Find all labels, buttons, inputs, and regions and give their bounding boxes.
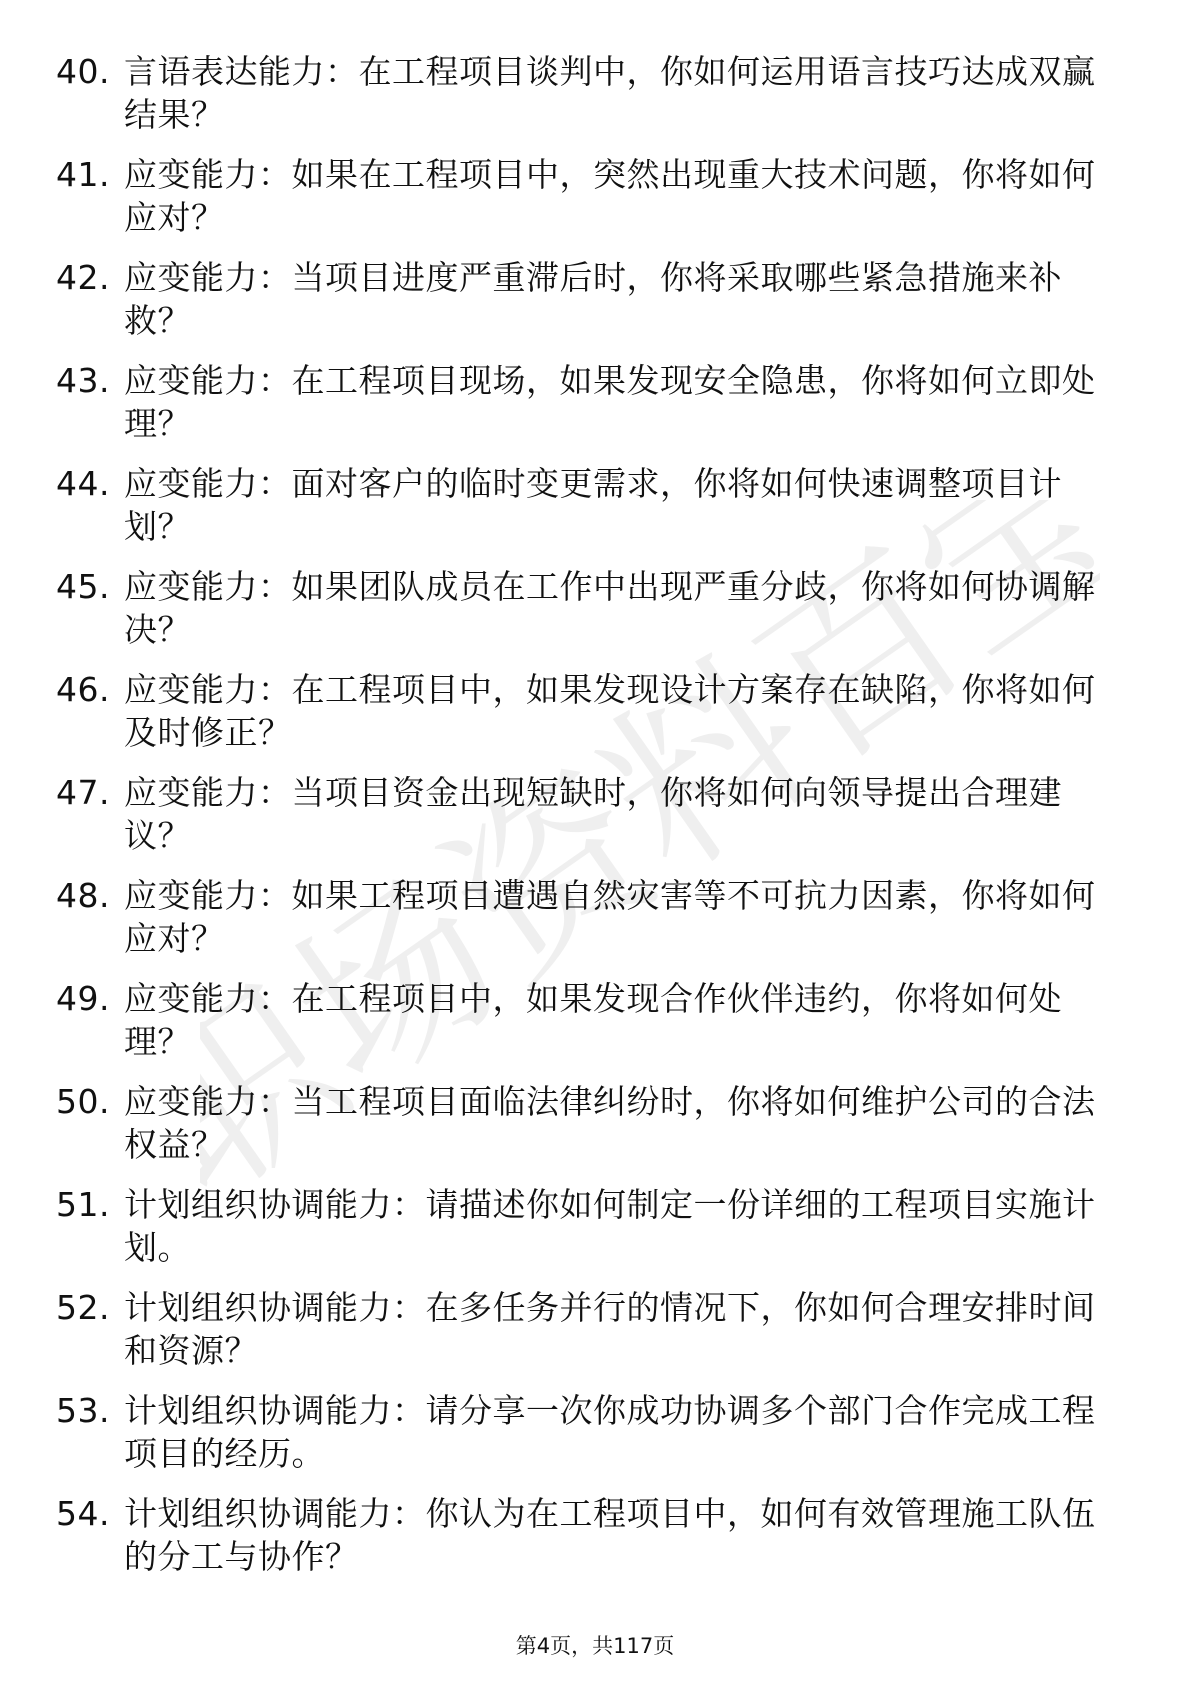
question-number: 50.	[56, 1082, 110, 1121]
question-number: 44.	[56, 464, 110, 503]
question-item	[56, 874, 1116, 960]
question-item	[56, 565, 1116, 651]
question-text: 应变能力：如果团队成员在工作中出现严重分歧，你将如何协调解决？	[124, 567, 1096, 649]
question-number: 52.	[56, 1288, 110, 1327]
question-item	[56, 1389, 1116, 1475]
question-item	[56, 1183, 1116, 1269]
question-item	[56, 153, 1116, 239]
question-item	[56, 668, 1116, 754]
question-text: 应变能力：当项目进度严重滞后时，你将采取哪些紧急措施来补救？	[124, 258, 1062, 340]
question-number: 54.	[56, 1494, 110, 1533]
question-item	[56, 359, 1116, 445]
question-item	[56, 1286, 1116, 1372]
question-number: 48.	[56, 876, 110, 915]
question-text: 应变能力：在工程项目中，如果发现合作伙伴违约，你将如何处理？	[124, 979, 1062, 1061]
question-text: 应变能力：当项目资金出现短缺时，你将如何向领导提出合理建议？	[124, 773, 1062, 855]
question-number: 47.	[56, 773, 110, 812]
question-item	[56, 977, 1116, 1063]
question-number: 40.	[56, 52, 110, 91]
question-text: 计划组织协调能力：请描述你如何制定一份详细的工程项目实施计划。	[124, 1185, 1096, 1267]
question-number: 46.	[56, 670, 110, 709]
question-item	[56, 1080, 1116, 1166]
question-text: 应变能力：在工程项目中，如果发现设计方案存在缺陷，你将如何及时修正？	[124, 670, 1096, 752]
question-text: 应变能力：面对客户的临时变更需求，你将如何快速调整项目计划？	[124, 464, 1062, 546]
question-item	[56, 1492, 1116, 1578]
question-item	[56, 771, 1116, 857]
question-number: 45.	[56, 567, 110, 606]
question-number: 49.	[56, 979, 110, 1018]
question-text: 应变能力：如果工程项目遭遇自然灾害等不可抗力因素，你将如何应对？	[124, 876, 1096, 958]
watermark-text: 职场资料百宝	[200, 500, 1100, 1200]
question-item	[56, 462, 1116, 548]
question-item	[56, 256, 1116, 342]
question-text: 计划组织协调能力：你认为在工程项目中，如何有效管理施工队伍的分工与协作？	[124, 1494, 1096, 1576]
question-text: 计划组织协调能力：请分享一次你成功协调多个部门合作完成工程项目的经历。	[124, 1391, 1096, 1473]
question-list	[56, 50, 1116, 1595]
question-text: 应变能力：在工程项目现场，如果发现安全隐患，你将如何立即处理？	[124, 361, 1096, 443]
question-number: 41.	[56, 155, 110, 194]
question-number: 51.	[56, 1185, 110, 1224]
question-number: 53.	[56, 1391, 110, 1430]
question-number: 42.	[56, 258, 110, 297]
question-number: 43.	[56, 361, 110, 400]
question-text: 言语表达能力：在工程项目谈判中，你如何运用语言技巧达成双赢结果？	[124, 52, 1096, 134]
question-text: 计划组织协调能力：在多任务并行的情况下，你如何合理安排时间和资源？	[124, 1288, 1096, 1370]
question-text: 应变能力：如果在工程项目中，突然出现重大技术问题，你将如何应对？	[124, 155, 1096, 237]
page-footer: 第4页，共117页	[515, 1634, 675, 1658]
question-text: 应变能力：当工程项目面临法律纠纷时，你将如何维护公司的合法权益？	[124, 1082, 1096, 1164]
question-item	[56, 50, 1116, 136]
